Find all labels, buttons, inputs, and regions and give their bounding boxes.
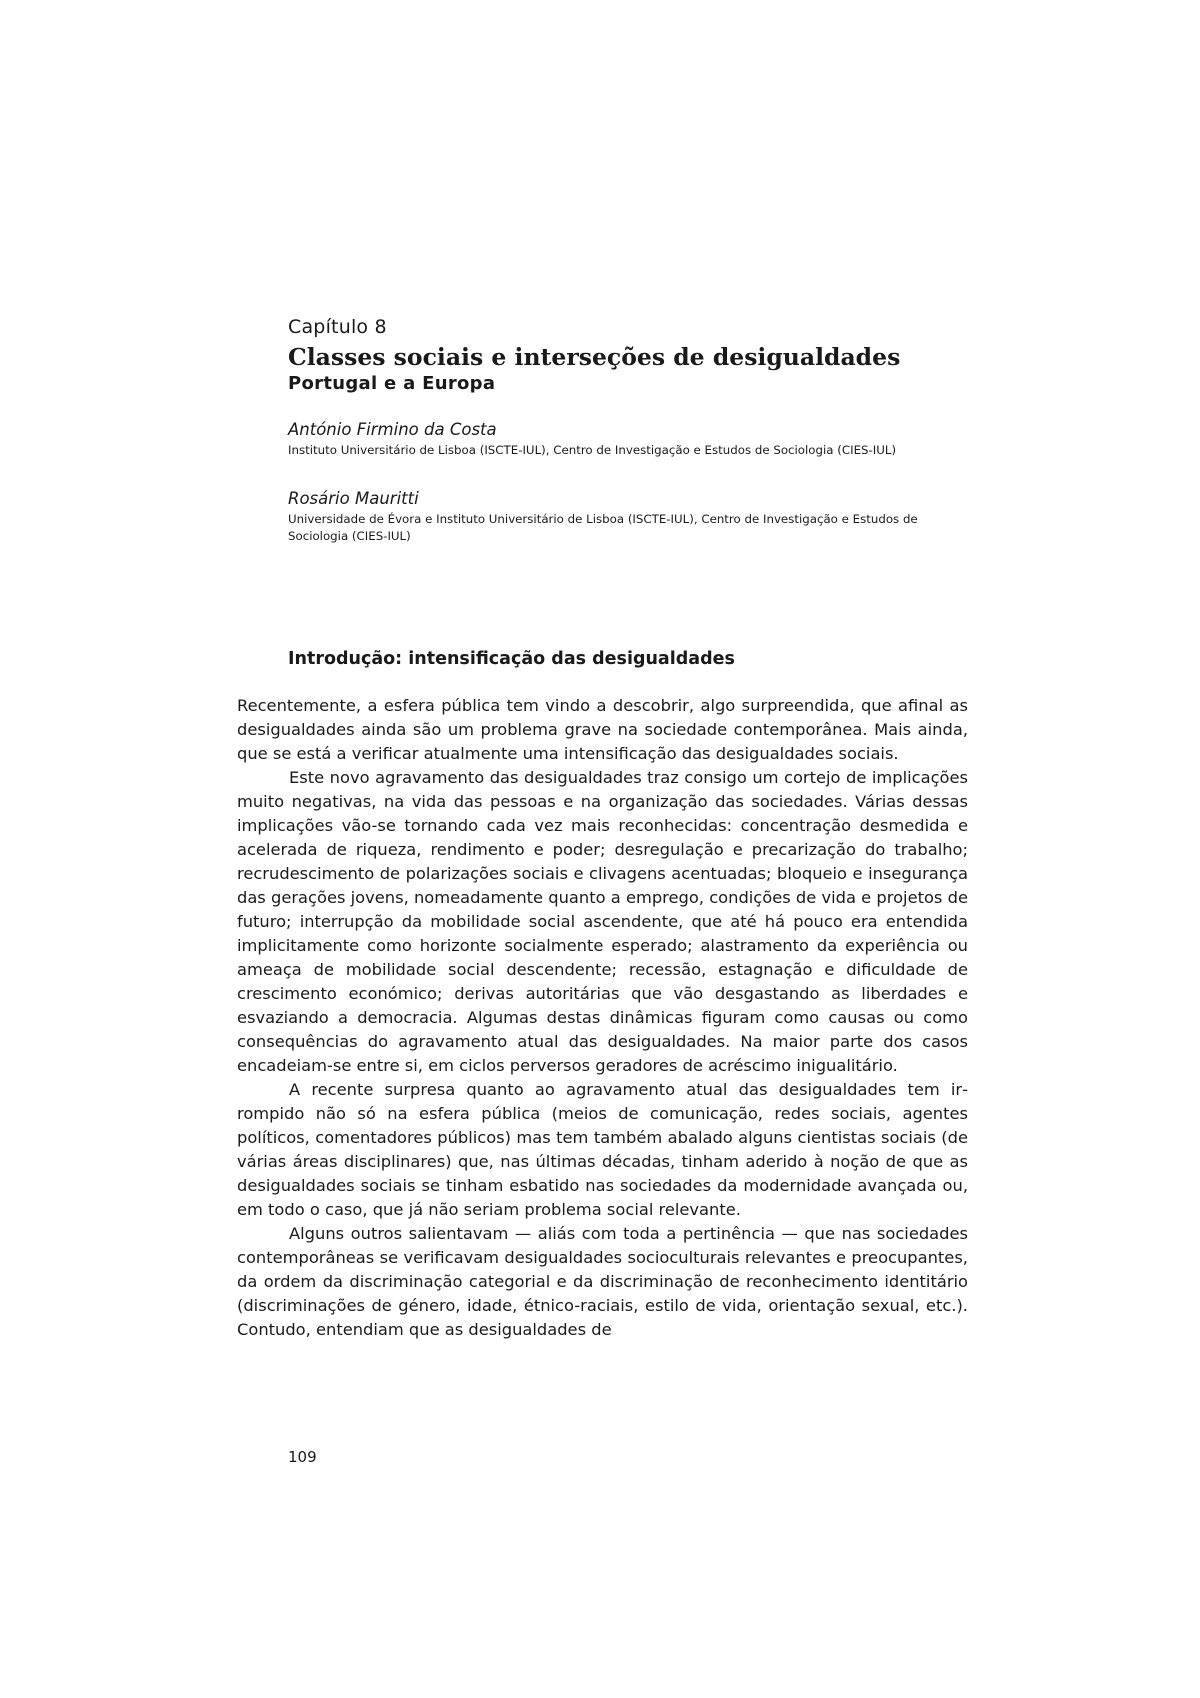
paragraph: A recente surpresa quanto ao agravamento atual das desigualdades tem irrompido não só na esfera pública (meios de comunicação, redes sociais, agentes políticos, comentadores públicos) mas tem também abalado alguns cientistas sociais (de várias áreas disciplinares) que, nas últimas décadas, tinham aderido à noção de que as desigualdades sociais se tinham esbatido nas sociedades da modernidade avançada ou, em todo o caso, que já não seriam problema social relevante.	[237, 1080, 968, 1219]
paragraph: Este novo agravamento das desigualdades traz consigo um cortejo de implicações muito negativas, na vida das pessoas e na organização das sociedades. Várias dessas implicações vão-se tornando cada vez mais reconhecidas: concentração desmedida e acelerada de riqueza, rendimento e poder; desregulação e precarização do trabalho; recrudescimento de polarizações sociais e clivagens acentuadas; bloqueio e insegurança das gerações jovens, nomeadamente quanto a emprego, condições de vida e projetos de futuro; interrupção da mobilidade social ascendente, que até há pouco era entendida implicitamente como horizonte socialmente esperado; alastramento da experiência ou ameaça de mobilidade social descendente; recessão, estagnação e dificuldade de crescimento económico; derivas autoritárias que vão desgastando as liberdades e esvaziando a democracia. Algumas destas dinâmicas figuram como causas ou como consequências do agravamento atual das desigualdades. Na maior parte dos casos encadeiam-se entre si, em ciclos perversos geradores de acréscimo inigualitário.	[237, 768, 968, 1075]
body-text	[237, 694, 968, 1342]
paragraph: Recentemente, a esfera pública tem vindo a descobrir, algo surpreendida, que afinal as desigualdades ainda são um problema grave na sociedade contemporânea. Mais ainda, que se está a verificar atualmente uma intensificação das desigualdades sociais.	[237, 696, 968, 763]
section-heading: Introdução: intensificação das desigualdades	[288, 649, 735, 669]
chapter-title: Classes sociais e interseções de desigualdades	[288, 343, 901, 371]
paragraph: Alguns outros salientavam — aliás com toda a pertinência — que nas sociedades contemporâneas se verificavam desigualdades socioculturais relevantes e preocupantes, da ordem da discriminação categorial e da discriminação de reconhecimento identitário (discriminações de género, idade, étnico-raciais, estilo de vida, orientação sexual, etc.). Contudo, entendiam que as desigualdades de	[237, 1224, 968, 1339]
chapter-subtitle: Portugal e a Europa	[288, 373, 496, 394]
author-affiliation: Instituto Universitário de Lisboa (ISCTE-IUL), Centro de Investigação e Estudos de Sociologia (CIES-IUL)	[288, 443, 897, 457]
author-affiliation: Universidade de Évora e Instituto Universitário de Lisboa (ISCTE-IUL), Centro de Investigação e Estudos de Sociologia (CIES-IUL)	[288, 512, 918, 543]
author-name: António Firmino da Costa	[288, 420, 497, 439]
page-number: 109	[288, 1448, 317, 1466]
chapter-label: Capítulo 8	[288, 316, 387, 338]
author-name: Rosário Mauritti	[288, 489, 419, 508]
